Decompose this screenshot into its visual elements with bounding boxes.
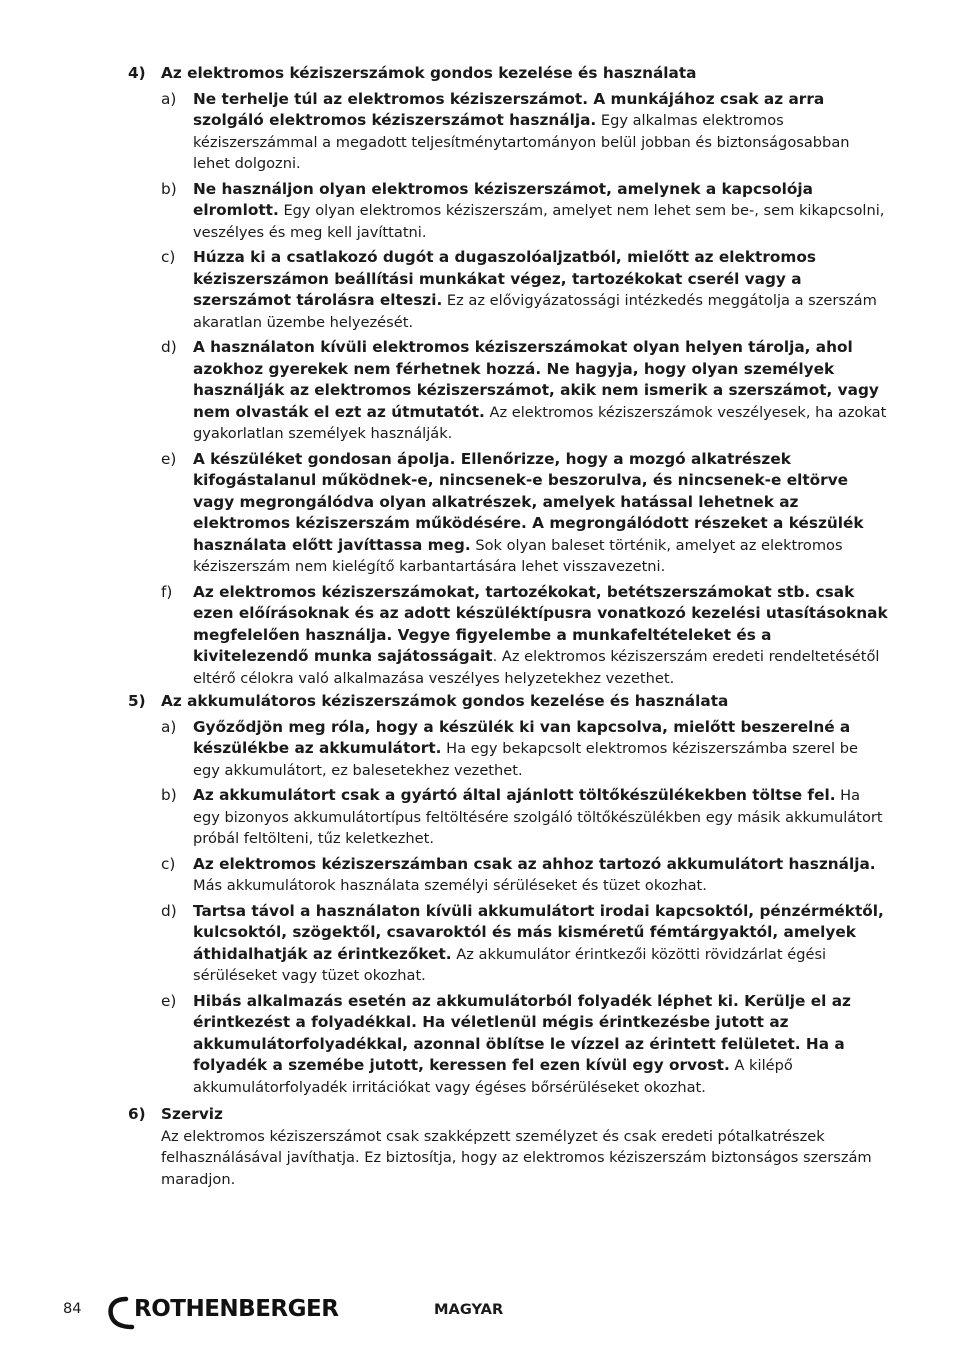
page-number: 84 <box>63 1300 82 1317</box>
item-letter: b) <box>161 179 177 198</box>
language-label: MAGYAR <box>434 1301 504 1318</box>
section-title: Az elektromos kéziszerszámok gondos kezelése és használata <box>161 64 697 82</box>
section-6-heading <box>128 1104 888 1126</box>
rothenberger-logo <box>106 1296 346 1330</box>
section-number: 5) <box>128 692 146 710</box>
item-text: . Az elektromos kéziszerszám eredeti rendeltetésétől eltérő célokra való alkalmazása veszélyes helyzetekhez vezethet. <box>193 648 880 687</box>
item-bold-text: Az akkumulátort csak a gyártó által ajánlott töltőkészülékekben töltse fel. <box>193 786 836 804</box>
document-body <box>128 63 888 1190</box>
section-title: Szerviz <box>161 1105 223 1123</box>
item-text: A kilépő akkumulátorfolyadék irritációkat vagy égéses bőrsérüléseket okozhat. <box>193 1057 793 1096</box>
list-item <box>161 89 888 175</box>
list-item <box>161 717 888 782</box>
item-bold-text: Húzza ki a csatlakozó dugót a dugaszolóaljzatból, mielőtt az elektromos kéziszerszámon beállítási munkákat végez, tartozékokat cserél vagy a szerszámot tárolásra elteszi. <box>193 248 816 309</box>
section-4-heading <box>128 63 888 85</box>
brand-name: ROTHENBERGER <box>134 1296 339 1322</box>
item-text: Az akkumulátor érintkezői közötti rövidzárlat égési sérüléseket vagy tüzet okozhat. <box>193 945 827 984</box>
item-text: Az elektromos kéziszerszámok veszélyesek, ha azokat gyakorlatlan személyek használják. <box>193 403 887 442</box>
item-text: Ha egy bekapcsolt elektromos kéziszerszámba szerel be egy akkumulátort, ez balesetekhez vezethet. <box>193 740 858 779</box>
item-bold-text: Győződjön meg róla, hogy a készülék ki van kapcsolva, mielőtt beszerelné a készülékbe az akkumulátort. <box>193 717 851 757</box>
list-item <box>161 179 888 244</box>
item-letter: a) <box>161 717 177 736</box>
item-bold-text: Az elektromos kéziszerszámban csak az ahhoz tartozó akkumulátort használja. <box>193 854 876 873</box>
list-item <box>161 854 888 897</box>
page-footer <box>0 1296 954 1332</box>
item-letter: f) <box>161 582 173 601</box>
item-letter: e) <box>161 449 177 468</box>
list-item <box>161 449 888 578</box>
item-letter: c) <box>161 248 176 266</box>
item-letter: a) <box>161 89 177 108</box>
section-number: 6) <box>128 1105 146 1123</box>
item-bold-text: Az elektromos kéziszerszámokat, tartozékokat, betétszerszámokat stb. csak ezen előírásoknak és az adott készüléktípusra vonatkozó kezelési utasításoknak megfelelően használja. Vegye figyelembe a munkafeltételeket és a kivitelezendő munka sajátosságait <box>193 582 888 665</box>
item-letter: e) <box>161 991 177 1010</box>
item-letter: b) <box>161 786 177 804</box>
list-item <box>161 582 888 690</box>
section-6-text: Az elektromos kéziszerszámot csak szakképzett személyzet és csak eredeti pótalkatrészek felhasználásával javíthatja. Ez biztosítja, hogy az elektromos kéziszerszám biztonságos szerszám maradjon. <box>161 1127 872 1188</box>
item-bold-text: A készüléket gondosan ápolja. Ellenőrizze, hogy a mozgó alkatrészek kifogástalanul működnek-e, nincsenek-e beszorulva, és nincsenek-e eltörve vagy megrongálódva olyan alkatrészek, amelyek hatással lehetnek az elektromos kéziszerszám működésére. A megrongálódott részeket a készülék használata előtt javíttassa meg. <box>193 449 864 554</box>
section-title: Az akkumulátoros kéziszerszámok gondos kezelése és használata <box>161 692 729 710</box>
item-letter: d) <box>161 901 177 920</box>
item-bold-text: Ne használjon olyan elektromos kéziszerszámot, amelynek a kapcsolója elromlott. <box>193 179 813 219</box>
list-item <box>161 247 888 333</box>
item-text: Más akkumulátorok használata személyi sérüléseket és tüzet okozhat. <box>193 877 707 894</box>
item-bold-text: Ne terhelje túl az elektromos kéziszerszámot. A munkájához csak az arra szolgáló elektromos kéziszerszámot használja. <box>193 89 825 129</box>
item-text: Sok olyan baleset történik, amelyet az elektromos kéziszerszám nem kielégítő karbantartására lehet visszavezetni. <box>193 536 843 575</box>
item-bold-text: A használaton kívüli elektromos kéziszerszámokat olyan helyen tárolja, ahol azokhoz gyerekek nem férhetnek hozzá. Ne hagyja, hogy olyan személyek használják az elektromos kéziszerszámot, akik nem ismerik a szerszámot, vagy nem olvasták el ezt az útmutatót. <box>193 338 879 421</box>
item-bold-text: Tartsa távol a használaton kívüli akkumulátort irodai kapcsoktól, pénzérméktől, kulcsoktól, szögektől, csavaroktól és más kisméretű fémtárgyaktól, amelyek áthidalhatják az érintkezőket. <box>193 901 884 963</box>
logo-bracket-icon <box>106 1296 136 1330</box>
item-text: Ez az elővigyázatossági intézkedés meggátolja a szerszám akaratlan üzembe helyezését. <box>193 292 877 331</box>
list-item <box>161 337 888 445</box>
item-letter: d) <box>161 338 177 356</box>
item-bold-text: Hibás alkalmazás esetén az akkumulátorból folyadék léphet ki. Kerülje el az érintkezést a folyadékkal. Ha véletlenül mégis érintkezésbe jutott az akkumulátorfolyadékkal, azonnal öblítse le vízzel az érintett felületet. Ha a folyadék a szemébe jutott, keressen fel ezen kívül egy orvost. <box>193 991 851 1074</box>
section-5-heading <box>128 691 888 713</box>
item-text: Egy olyan elektromos kéziszerszám, amelyet nem lehet sem be-, sem kikapcsolni, veszélyes és meg kell javíttatni. <box>193 202 885 241</box>
item-letter: c) <box>161 854 176 873</box>
section-number: 4) <box>128 64 146 82</box>
item-text: Egy alkalmas elektromos kéziszerszámmal a megadott teljesítménytartományon belül jobban és biztonságosabban lehet dolgozni. <box>193 112 850 172</box>
item-text: Ha egy bizonyos akkumulátortípus feltöltésére szolgáló töltőkészülékben egy másik akkumulátort próbál feltölteni, tűz keletkezhet. <box>193 787 883 847</box>
list-item <box>161 785 888 850</box>
list-item <box>161 991 888 1099</box>
list-item <box>161 901 888 987</box>
